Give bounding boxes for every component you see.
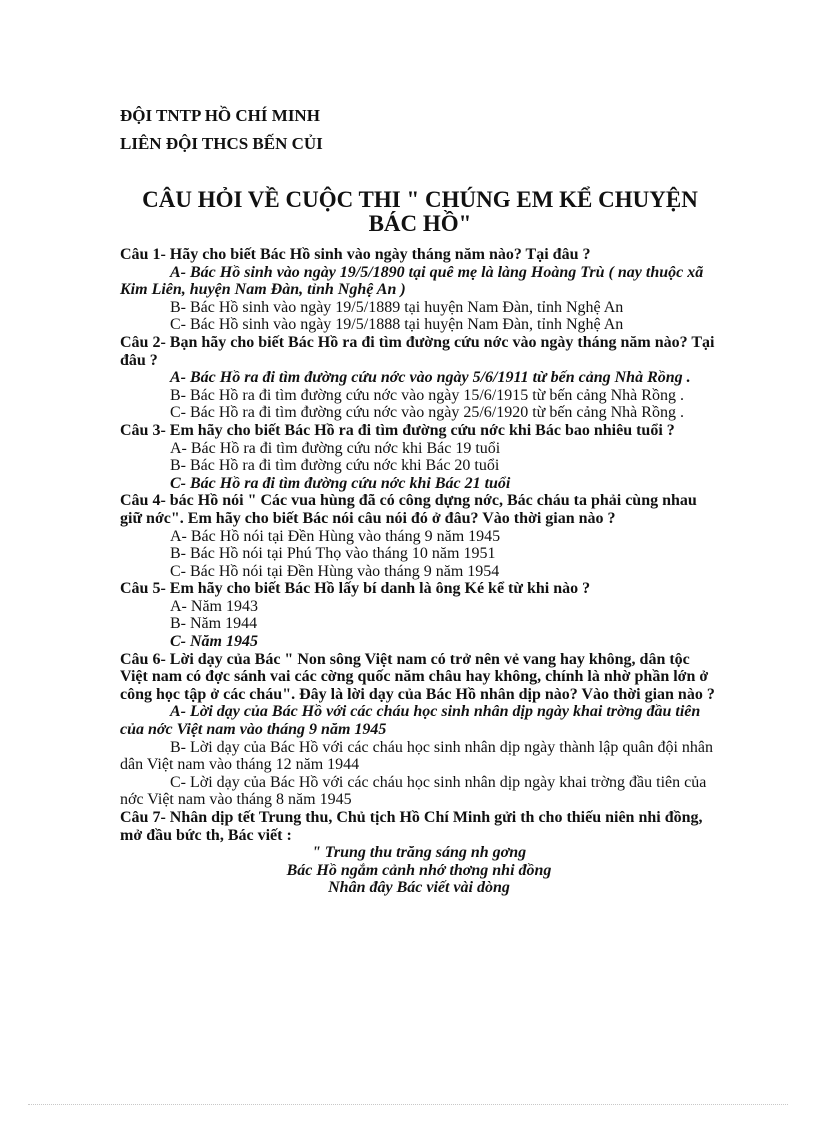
answer-c: C- Năm 1945 (170, 633, 258, 651)
answer-b: B- Bác Hồ nói tại Phú Thọ vào tháng 10 năm 1951 (170, 545, 496, 563)
answer-c: C- Bác Hồ nói tại Đền Hùng vào tháng 9 năm 1954 (170, 562, 500, 580)
question-text: Câu 6- Lời dạy của Bác " Non sông Việt nam có trở nên vẻ vang hay không, dân tộc Việt nam có đợc sánh vai các cờng quốc năm châu hay không, chính là nhờ phần lớn ở công học tập ở các cháu". Đây là lời dạy của Bác Hồ nhân dịp nào? Vào thời gian nào ? (120, 650, 715, 703)
question-6 (120, 651, 718, 809)
question-text: Câu 5- Em hãy cho biết Bác Hồ lấy bí danh là ông Ké kể từ khi nào ? (120, 580, 591, 598)
answer-c: C- Bác Hồ sinh vào ngày 19/5/1888 tại huyện Nam Đàn, tỉnh Nghệ An (170, 316, 624, 334)
question-text: Câu 2- Bạn hãy cho biết Bác Hồ ra đi tìm đường cứu nớc vào ngày tháng năm nào? Tại đâu ? (120, 333, 715, 369)
answer-b: B- Năm 1944 (170, 615, 258, 633)
question-text: Câu 7- Nhân dịp tết Trung thu, Chủ tịch Hồ Chí Minh gửi th cho thiếu niên nhi đồng, mở đầu bức th, Bác viết : (120, 809, 703, 844)
answer-a: A- Bác Hồ nói tại Đền Hùng vào tháng 9 năm 1945 (170, 527, 501, 545)
answer-a: A- Bác Hồ ra đi tìm đường cứu nớc vào ngày 5/6/1911 từ bến cảng Nhà Rồng . (170, 369, 691, 387)
question-3 (120, 422, 718, 492)
answer-b: B- Bác Hồ ra đi tìm đường cứu nớc khi Bác 20 tuổi (170, 457, 500, 475)
poem-line-1: " Trung thu trăng sáng nh gơng (311, 844, 527, 862)
question-text: Câu 4- bác Hồ nói " Các vua hùng đã có công dựng nớc, Bác cháu ta phải cùng nhau giữ nớc". Em hãy cho biết Bác nói câu nói đó ở đâu? Vào thời gian nào ? (120, 492, 697, 527)
question-list (120, 246, 718, 897)
question-5 (120, 580, 718, 650)
answer-a: A- Năm 1943 (170, 597, 258, 615)
footer-divider (28, 1104, 788, 1105)
org-line-2: LIÊN ĐỘI THCS BẾN CỦI (120, 134, 323, 153)
question-2 (120, 334, 718, 422)
answer-a: A- Lời dạy của Bác Hồ với các cháu học sinh nhân dịp ngày khai trờng đầu tiên của nớc Việt nam vào tháng 9 năm 1945 (120, 703, 701, 739)
answer-b: B- Lời dạy của Bác Hồ với các cháu học sinh nhân dịp ngày thành lập quân đội nhân dân Việt nam vào tháng 12 năm 1944 (120, 738, 713, 774)
answer-c: C- Bác Hồ ra đi tìm đường cứu nớc vào ngày 25/6/1920 từ bến cảng Nhà Rồng . (170, 404, 684, 422)
question-text: Câu 1- Hãy cho biết Bác Hồ sinh vào ngày tháng năm nào? Tại đâu ? (120, 246, 591, 263)
document-title: CÂU HỎI VỀ CUỘC THI " CHÚNG EM KỂ CHUYỆN BÁC HỒ" (142, 187, 698, 236)
answer-b: B- Bác Hồ ra đi tìm đường cứu nớc vào ngày 15/6/1915 từ bến cảng Nhà Rồng . (170, 386, 684, 404)
answer-c: C- Lời dạy của Bác Hồ với các cháu học sinh nhân dịp ngày khai trờng đầu tiên của nớc Việt nam vào tháng 8 năm 1945 (120, 773, 707, 809)
question-4 (120, 492, 718, 580)
answer-c: C- Bác Hồ ra đi tìm đường cứu nớc khi Bác 21 tuổi (170, 474, 511, 492)
poem-line-3: Nhân đây Bác viết vài dòng (328, 879, 510, 897)
question-text: Câu 3- Em hãy cho biết Bác Hồ ra đi tìm đường cứu nớc khi Bác bao nhiêu tuổi ? (120, 421, 675, 439)
answer-b: B- Bác Hồ sinh vào ngày 19/5/1889 tại huyện Nam Đàn, tỉnh Nghệ An (170, 298, 624, 316)
poem-line-2: Bác Hồ ngắm cảnh nhớ thơng nhi đồng (286, 861, 552, 879)
answer-a: A- Bác Hồ sinh vào ngày 19/5/1890 tại quê mẹ là làng Hoàng Trù ( nay thuộc xã Kim Liên, huyện Nam Đàn, tỉnh Nghệ An ) (120, 263, 704, 299)
question-7 (120, 809, 718, 897)
org-line-1: ĐỘI TNTP HỒ CHÍ MINH (120, 106, 320, 125)
question-1 (120, 246, 718, 334)
answer-a: A- Bác Hồ ra đi tìm đường cứu nớc khi Bác 19 tuổi (170, 439, 501, 457)
